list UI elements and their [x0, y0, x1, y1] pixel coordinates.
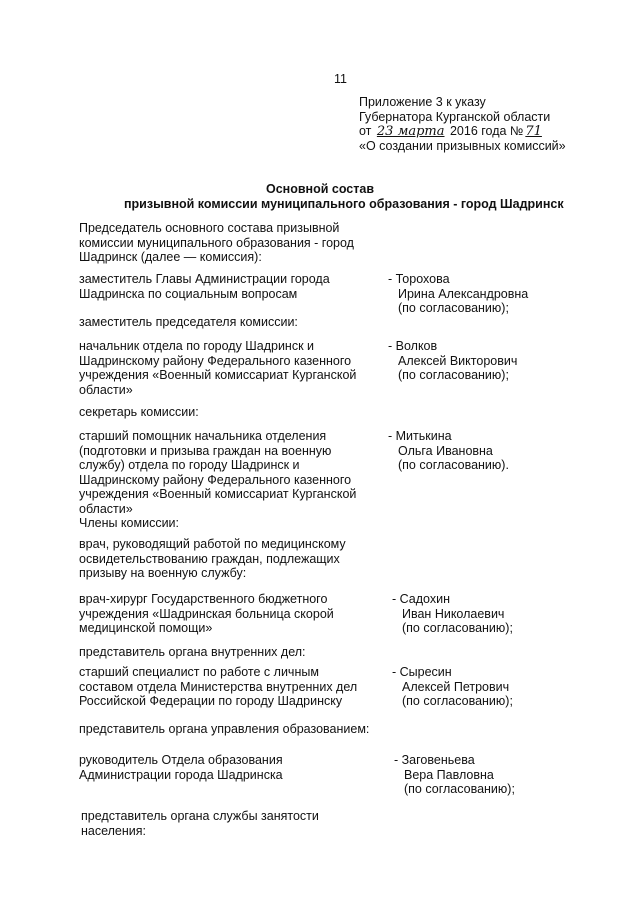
entry-left-12 — [81, 809, 319, 838]
attachment-line-2: Губернатора Курганской области — [359, 109, 551, 124]
member-note: (по согласованию); — [398, 301, 509, 315]
entry-line: учреждения «Шадринская больница скорой — [79, 606, 334, 621]
entry-left-5 — [79, 429, 356, 531]
entry-line: врач, руководящий работой по медицинскому — [79, 537, 346, 551]
entry-left-6 — [79, 537, 346, 581]
title-line-2: призывной комиссии муниципального образования - город Шадринск — [124, 197, 564, 211]
member-mitkina — [388, 429, 509, 473]
member-note: (по согласованию); — [402, 694, 513, 708]
member-name: Ирина Александровна — [398, 286, 529, 301]
entry-line: области» — [79, 501, 133, 516]
members-heading: Члены комиссии: — [79, 516, 180, 530]
entry-left-4 — [79, 405, 199, 420]
member-note: (по согласованию); — [404, 782, 515, 796]
entry-line: начальник отдела по городу Шадринск и — [79, 339, 315, 353]
member-name: Иван Николаевич — [402, 606, 505, 621]
entry-left-3 — [79, 339, 356, 397]
member-surname: - Заговеньева — [394, 753, 475, 767]
handwritten-date: 23 марта — [376, 124, 445, 139]
entry-line: медицинской помощи» — [79, 621, 213, 635]
entry-line: Российской Федерации по городу Шадринску — [79, 694, 343, 708]
document-title — [0, 182, 640, 211]
member-note: (по согласованию). — [398, 458, 509, 472]
entry-line: Шадринскому району Федерального казенного — [79, 353, 352, 368]
entry-line: призыву на военную службу: — [79, 566, 247, 580]
entry-left-2 — [79, 315, 298, 330]
member-syresin — [392, 665, 513, 709]
attachment-line-1: Приложение 3 к указу — [359, 95, 486, 109]
entry-line: заместитель Главы Администрации города — [79, 272, 330, 286]
member-surname: - Волков — [388, 339, 438, 353]
page-number: 11 — [334, 72, 347, 86]
entry-line: заместитель председателя комиссии: — [79, 315, 298, 329]
entry-line: Шадринска по социальным вопросам — [79, 286, 298, 301]
entry-line: комиссии муниципального образования - город — [79, 235, 354, 250]
entry-line: старший помощник начальника отделения — [79, 429, 327, 443]
entry-line: (подготовки и призыва граждан на военную — [79, 443, 332, 458]
entry-left-0 — [79, 221, 354, 265]
date-prefix: от — [359, 124, 372, 138]
member-zagovenyeva — [394, 753, 515, 797]
member-torokhova — [388, 272, 528, 316]
entry-line: освидетельствованию граждан, подлежащих — [79, 551, 340, 566]
entry-left-8 — [79, 645, 306, 660]
entry-line: области» — [79, 382, 133, 397]
attachment-block — [359, 95, 566, 153]
entry-line: службу) отдела по городу Шадринск и — [79, 458, 300, 472]
entry-line: представитель органа внутренних дел: — [79, 645, 306, 659]
entry-line: населения: — [81, 823, 147, 838]
entry-line: Председатель основного состава призывной — [79, 221, 340, 235]
entry-line: составом отдела Министерства внутренних дел — [79, 679, 358, 694]
handwritten-number: 71 — [525, 124, 542, 139]
entry-line: учреждения «Военный комиссариат Курганской — [79, 368, 357, 382]
member-surname: - Сыресин — [392, 665, 452, 679]
member-surname: - Торохова — [388, 272, 450, 286]
member-note: (по согласованию); — [402, 621, 513, 635]
member-note: (по согласованию); — [398, 368, 509, 382]
entry-line: Шадринск (далее — комиссия): — [79, 250, 262, 264]
entry-line: старший специалист по работе с личным — [79, 665, 319, 679]
member-name: Алексей Викторович — [398, 353, 518, 368]
entry-left-1 — [79, 272, 330, 301]
title-line-1: Основной состав — [265, 182, 375, 196]
entry-line: представитель органа службы занятости — [81, 809, 319, 823]
entry-left-7 — [79, 592, 334, 636]
entry-line: Администрации города Шадринска — [79, 767, 283, 782]
entry-left-10 — [79, 722, 369, 737]
member-surname: - Митькина — [388, 429, 452, 443]
member-name: Вера Павловна — [404, 767, 494, 782]
member-name: Алексей Петрович — [402, 679, 510, 694]
entry-line: врач-хирург Государственного бюджетного — [79, 592, 328, 606]
member-sadokhin — [392, 592, 513, 636]
entry-line: руководитель Отдела образования — [79, 753, 283, 767]
member-name: Ольга Ивановна — [398, 443, 493, 458]
entry-line: учреждения «Военный комиссариат Курганской — [79, 487, 357, 501]
attachment-line-3 — [359, 124, 566, 139]
entry-line: представитель органа управления образованием: — [79, 722, 370, 736]
entry-line: Шадринскому району Федерального казенного — [79, 472, 352, 487]
entry-left-9 — [79, 665, 357, 709]
entry-line: секретарь комиссии: — [79, 405, 199, 419]
year-label: 2016 года № — [449, 124, 524, 138]
attachment-line-4: «О создании призывных комиссий» — [359, 138, 566, 153]
member-surname: - Садохин — [392, 592, 450, 606]
member-volkov — [388, 339, 517, 383]
entry-left-11 — [79, 753, 283, 782]
